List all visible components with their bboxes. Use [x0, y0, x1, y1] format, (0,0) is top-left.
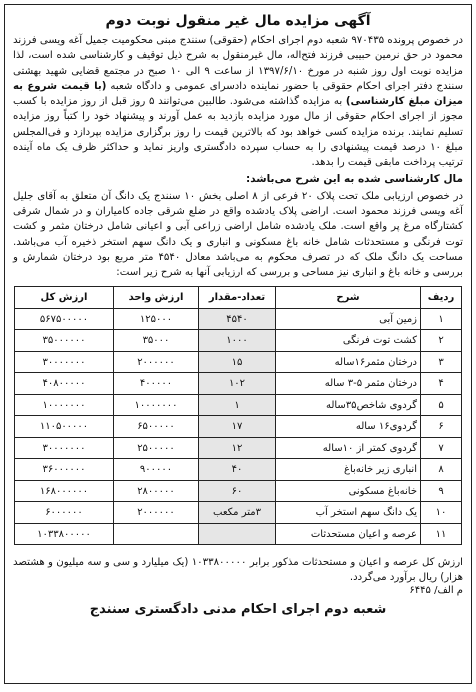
table-header-row [15, 287, 462, 309]
cell-quantity: ۴۰ [199, 459, 276, 481]
cell-total-value: ۳۵۰۰۰۰۰۰ [15, 330, 114, 352]
cell-unit-value: ۴۰۰۰۰۰ [114, 373, 199, 395]
cell-total-value: ۴۰۸۰۰۰۰۰ [15, 373, 114, 395]
cell-description: درختان مثمر۱۶ساله [276, 351, 421, 373]
cell-row-number: ۱۰ [421, 502, 462, 524]
table-row [15, 416, 462, 438]
cell-quantity: ۱۵ [199, 351, 276, 373]
cell-unit-value: ۳۵۰۰۰ [114, 330, 199, 352]
cell-quantity: ۱۰۰۰ [199, 330, 276, 352]
cell-quantity: ۶۰ [199, 480, 276, 502]
cell-description: درختان مثمر ۵-۳ ساله [276, 373, 421, 395]
cell-total-value: ۵۶۷۵۰۰۰۰۰ [15, 308, 114, 330]
cell-total-value: ۱۱۰۵۰۰۰۰۰ [15, 416, 114, 438]
cell-unit-value: ۲۵۰۰۰۰۰ [114, 437, 199, 459]
table-row [15, 523, 462, 545]
cell-unit-value: ۱۰۰۰۰۰۰۰ [114, 394, 199, 416]
cell-row-number: ۳ [421, 351, 462, 373]
cell-row-number: ۹ [421, 480, 462, 502]
cell-row-number: ۱۱ [421, 523, 462, 545]
notice-page [4, 4, 472, 684]
cell-total-value: ۱۰۰۰۰۰۰۰ [15, 394, 114, 416]
cell-row-number: ۲ [421, 330, 462, 352]
table-row [15, 394, 462, 416]
cell-description: گردوی کمتر از ۱۰ساله [276, 437, 421, 459]
cell-total-value: ۳۶۰۰۰۰۰۰ [15, 459, 114, 481]
reference-number: م الف/ ۶۴۴۵ [409, 585, 463, 597]
total-summary: ارزش کل عرصه و اعیان و مستحدثات مذکور برابر ۱۰۳۳۸۰۰۰۰۰ (یک میلیارد و سی و سه میلیون و هشتصد هزار) ریال برآورد می‌گردد. [13, 557, 463, 584]
cell-unit-value: ۲۸۰۰۰۰۰ [114, 480, 199, 502]
header-description: شرح [276, 287, 421, 309]
cell-row-number: ۱ [421, 308, 462, 330]
cell-unit-value: ۶۵۰۰۰۰۰ [114, 416, 199, 438]
cell-total-value: ۱۰۳۳۸۰۰۰۰۰ [15, 523, 114, 545]
cell-unit-value: ۲۰۰۰۰۰۰ [114, 502, 199, 524]
table-row [15, 502, 462, 524]
header-row-number: ردیف [421, 287, 462, 309]
intro-paragraph [5, 33, 471, 171]
cell-row-number: ۸ [421, 459, 462, 481]
cell-unit-value [114, 523, 199, 545]
cell-description: عرصه و اعیان مستحدثات [276, 523, 421, 545]
cell-row-number: ۶ [421, 416, 462, 438]
cell-row-number: ۴ [421, 373, 462, 395]
cell-description: خانه‌باغ مسکونی [276, 480, 421, 502]
table-body [15, 308, 462, 545]
intro-bold-text: (با قیمت شروع به میزان مبلغ کارشناسی) [13, 80, 463, 108]
intro-rest-text: به مزایده گذاشته می‌شود. طالبین می‌توانند ۵ روز قبل از روز مزایده با کسب مجوز از اجرای احکام حقوقی از مال مورد مزایده بازدید به عمل آورند و پیشنهاد خود را کتباً روز مزایده تسلیم نمایند. برنده مزایده کسی خواهد بود که بالاترین قیمت را روز برگزاری مزایده بپردازد و فی‌المجلس مبلغ ۱۰ درصد قیمت پیشنهادی را به حساب سپرده دادگستری واریز نماید و حداکثر ظرف یک ماه آینده ترتیب پرداخت مابقی قیمت را بدهد. [13, 96, 463, 169]
cell-row-number: ۵ [421, 394, 462, 416]
section-heading: مال کارشناسی شده به این شرح می‌باشد: [246, 172, 463, 185]
table-row [15, 373, 462, 395]
cell-description: انباری زیر خانه‌باغ [276, 459, 421, 481]
table-row [15, 351, 462, 373]
valuation-table [14, 286, 462, 545]
cell-total-value: ۶۰۰۰۰۰۰ [15, 502, 114, 524]
header-unit-value: ارزش واحد [114, 287, 199, 309]
cell-quantity: ۳متر مکعب [199, 502, 276, 524]
table-row [15, 437, 462, 459]
cell-row-number: ۷ [421, 437, 462, 459]
cell-total-value: ۱۶۸۰۰۰۰۰۰ [15, 480, 114, 502]
cell-unit-value: ۲۰۰۰۰۰۰ [114, 351, 199, 373]
description-paragraph: در خصوص ارزیابی ملک تحت پلاک ۲۰ فرعی از ۸ اصلی بخش ۱۰ سنندج یک دانگ آن متعلق به آقای جلیل آغه ویسی فرزند محمود است. اراضی پلاک یادشده واقع در ضلع شرقی جاده کامیاران و در شمال شرقی کشتارگاه مرغ پر واقع است. ملک یادشده شامل اراضی زراعی آبی و اعیانی شامل درختان مثمر و کشت توت فرنگی و مستحدثات شامل خانه باغ مسکونی و انباری و یک دانگ سهم استخر ذخیره آب می‌باشد. مساحت یک دانگ ملک که در تصرف محکوم به می‌باشد معادل ۴۵۴۰ متر مربع بود درختان شمارش و بررسی و خانه باغ و انباری نیز مساحی و بررسی که ارزیابی آنها به شرح زیر است: [13, 190, 464, 279]
cell-unit-value: ۹۰۰۰۰۰ [114, 459, 199, 481]
cell-description: کشت توت فرنگی [276, 330, 421, 352]
cell-total-value: ۳۰۰۰۰۰۰۰ [15, 437, 114, 459]
cell-quantity [199, 523, 276, 545]
cell-quantity: ۱۰۲ [199, 373, 276, 395]
cell-description: زمین آبی [276, 308, 421, 330]
notice-title: آگهی مزایده مال غیر منقول نوبت دوم [105, 13, 371, 29]
header-total-value: ارزش کل [15, 287, 114, 309]
cell-total-value: ۳۰۰۰۰۰۰۰ [15, 351, 114, 373]
table-row [15, 459, 462, 481]
cell-description: گردوی۱۶ ساله [276, 416, 421, 438]
cell-unit-value: ۱۲۵۰۰۰ [114, 308, 199, 330]
table-row [15, 308, 462, 330]
cell-description: گردوی شاخص۳۵ساله [276, 394, 421, 416]
cell-quantity: ۴۵۴۰ [199, 308, 276, 330]
cell-quantity: ۱۷ [199, 416, 276, 438]
intro-text: در خصوص پرونده ۹۷۰۴۳۵ شعبه دوم اجرای احکام (حقوقی) سنندج مبنی محکومیت جمیل آغه ویسی فرزند محمود در حق نرمین حبیبی فرزند فتح‌اله، مال غیرمنقول به شرح ذیل توقیف و کارشناسی شده است، لذا مزایده نوبت اول روز شنبه در مورخ ۱۳۹۷/۶/۱۰ از ساعت ۹ الی ۱۰ صبح در مجتمع قضایی شهید بهشتی سنندج دفتر اجرای احکام حقوقی با حضور نماینده دادسرای عمومی و دادگاه شعبه [13, 35, 464, 92]
cell-quantity: ۱۲ [199, 437, 276, 459]
table-row [15, 330, 462, 352]
cell-description: یک دانگ سهم استخر آب [276, 502, 421, 524]
table-row [15, 480, 462, 502]
signature-line: شعبه دوم اجرای احکام مدنی دادگستری سنندج [89, 602, 387, 618]
header-quantity: تعداد-مقدار [199, 287, 276, 309]
cell-quantity: ۱ [199, 394, 276, 416]
